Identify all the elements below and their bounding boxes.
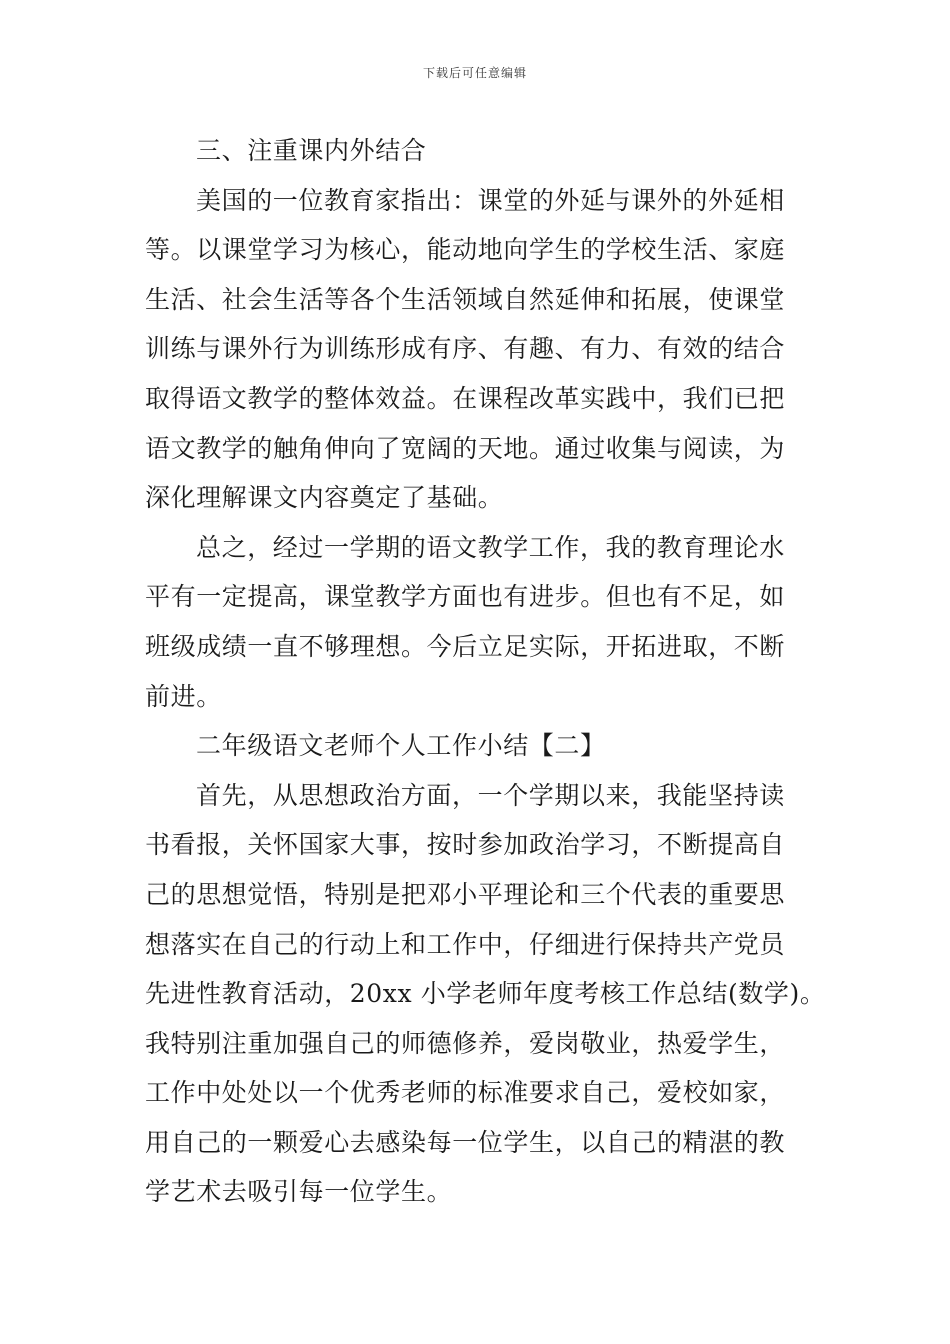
page-header-note: 下载后可任意编辑 xyxy=(422,66,527,80)
paragraph-line: 生活、社会生活等各个生活领域自然延伸和拓展，使课堂 xyxy=(145,284,786,314)
paragraph-line: 首先，从思想政治方面，一个学期以来，我能坚持读 xyxy=(196,780,785,810)
paragraph-line: 前进。 xyxy=(145,681,222,711)
paragraph-line: 班级成绩一直不够理想。今后立足实际，开拓进取，不断 xyxy=(145,631,786,661)
document-body xyxy=(145,126,826,1217)
paragraph-line: 先进性教育活动，20xx 小学老师年度考核工作总结(数学)。 xyxy=(145,979,826,1009)
paragraph-line: 训练与课外行为训练形成有序、有趣、有力、有效的结合 xyxy=(145,334,786,364)
paragraph-line: 语文教学的触角伸向了宽阔的天地。通过收集与阅读，为 xyxy=(145,433,786,463)
paragraph-line: 工作中处处以一个优秀老师的标准要求自己，爱校如家， xyxy=(145,1078,786,1108)
paragraph-line: 我特别注重加强自己的师德修养，爱岗敬业，热爱学生， xyxy=(145,1028,786,1058)
paragraph-line: 深化理解课文内容奠定了基础。 xyxy=(145,483,504,513)
paragraph-line: 美国的一位教育家指出：课堂的外延与课外的外延相 xyxy=(196,185,785,215)
paragraph-line: 己的思想觉悟，特别是把邓小平理论和三个代表的重要思 xyxy=(145,879,786,909)
paragraph-line: 学艺术去吸引每一位学生。 xyxy=(145,1177,453,1207)
paragraph-line: 想落实在自己的行动上和工作中，仔细进行保持共产党员 xyxy=(145,929,786,959)
paragraph-line: 取得语文教学的整体效益。在课程改革实践中，我们已把 xyxy=(145,383,786,413)
paragraph-line: 等。以课堂学习为核心，能动地向学生的学校生活、家庭 xyxy=(145,235,786,265)
paragraph-line: 用自己的一颗爱心去感染每一位学生，以自己的精湛的教 xyxy=(145,1127,786,1157)
paragraph-line: 平有一定提高，课堂教学方面也有进步。但也有不足，如 xyxy=(145,582,786,612)
section-heading: 二年级语文老师个人工作小结【二】 xyxy=(196,731,606,761)
paragraph-line: 书看报，关怀国家大事，按时参加政治学习，不断提高自 xyxy=(145,830,786,860)
paragraph-line: 总之，经过一学期的语文教学工作，我的教育理论水 xyxy=(196,532,785,562)
section-heading: 三、注重课内外结合 xyxy=(196,136,427,165)
